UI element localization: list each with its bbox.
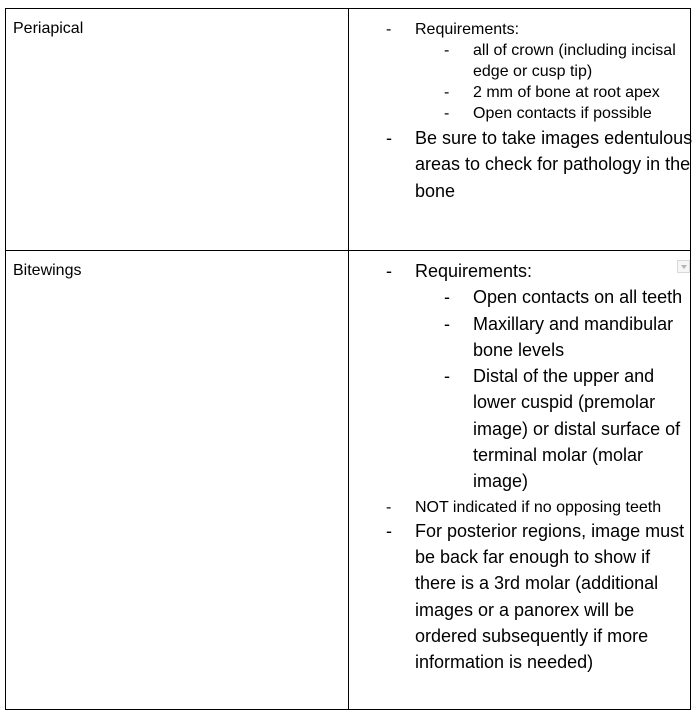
sub-list-item: - Maxillary and mandibular bone levels (473, 311, 695, 364)
sub-bullet-list (473, 284, 695, 494)
requirements-table (5, 8, 691, 710)
bullet-list (415, 19, 695, 204)
sub-list-item: - all of crown (including incisal edge or cusp tip) (473, 40, 695, 82)
list-item: - For posterior regions, image must be back far enough to show if there is a 3rd molar (additional images or a panorex will be ordered subsequently if more information is needed) (415, 518, 695, 676)
list-item (415, 258, 695, 495)
list-item-text: Requirements: (415, 261, 533, 281)
list-item-text: Requirements: (415, 21, 520, 38)
list-item: - NOT indicated if no opposing teeth (415, 497, 695, 518)
sub-bullet-list (473, 40, 695, 124)
table-cell-label (6, 9, 349, 250)
list-item (415, 19, 695, 124)
table-cell-label (6, 251, 349, 709)
table-cell-content (350, 251, 690, 709)
table-cell-content (350, 9, 693, 250)
row-label: Bitewings (13, 262, 82, 279)
sub-list-item: - Open contacts on all teeth (473, 284, 695, 310)
bullet-list (415, 258, 695, 675)
sub-list-item: - Open contacts if possible (473, 103, 695, 124)
row-label: Periapical (13, 20, 84, 37)
sub-list-item: - 2 mm of bone at root apex (473, 82, 695, 103)
table-row-periapical (6, 9, 693, 251)
list-item: - Be sure to take images edentulous areas to check for pathology in the bone (415, 125, 695, 204)
table-row-bitewings (6, 251, 690, 709)
sub-list-item: - Distal of the upper and lower cuspid (premolar image) or distal surface of terminal molar (molar image) (473, 363, 695, 494)
